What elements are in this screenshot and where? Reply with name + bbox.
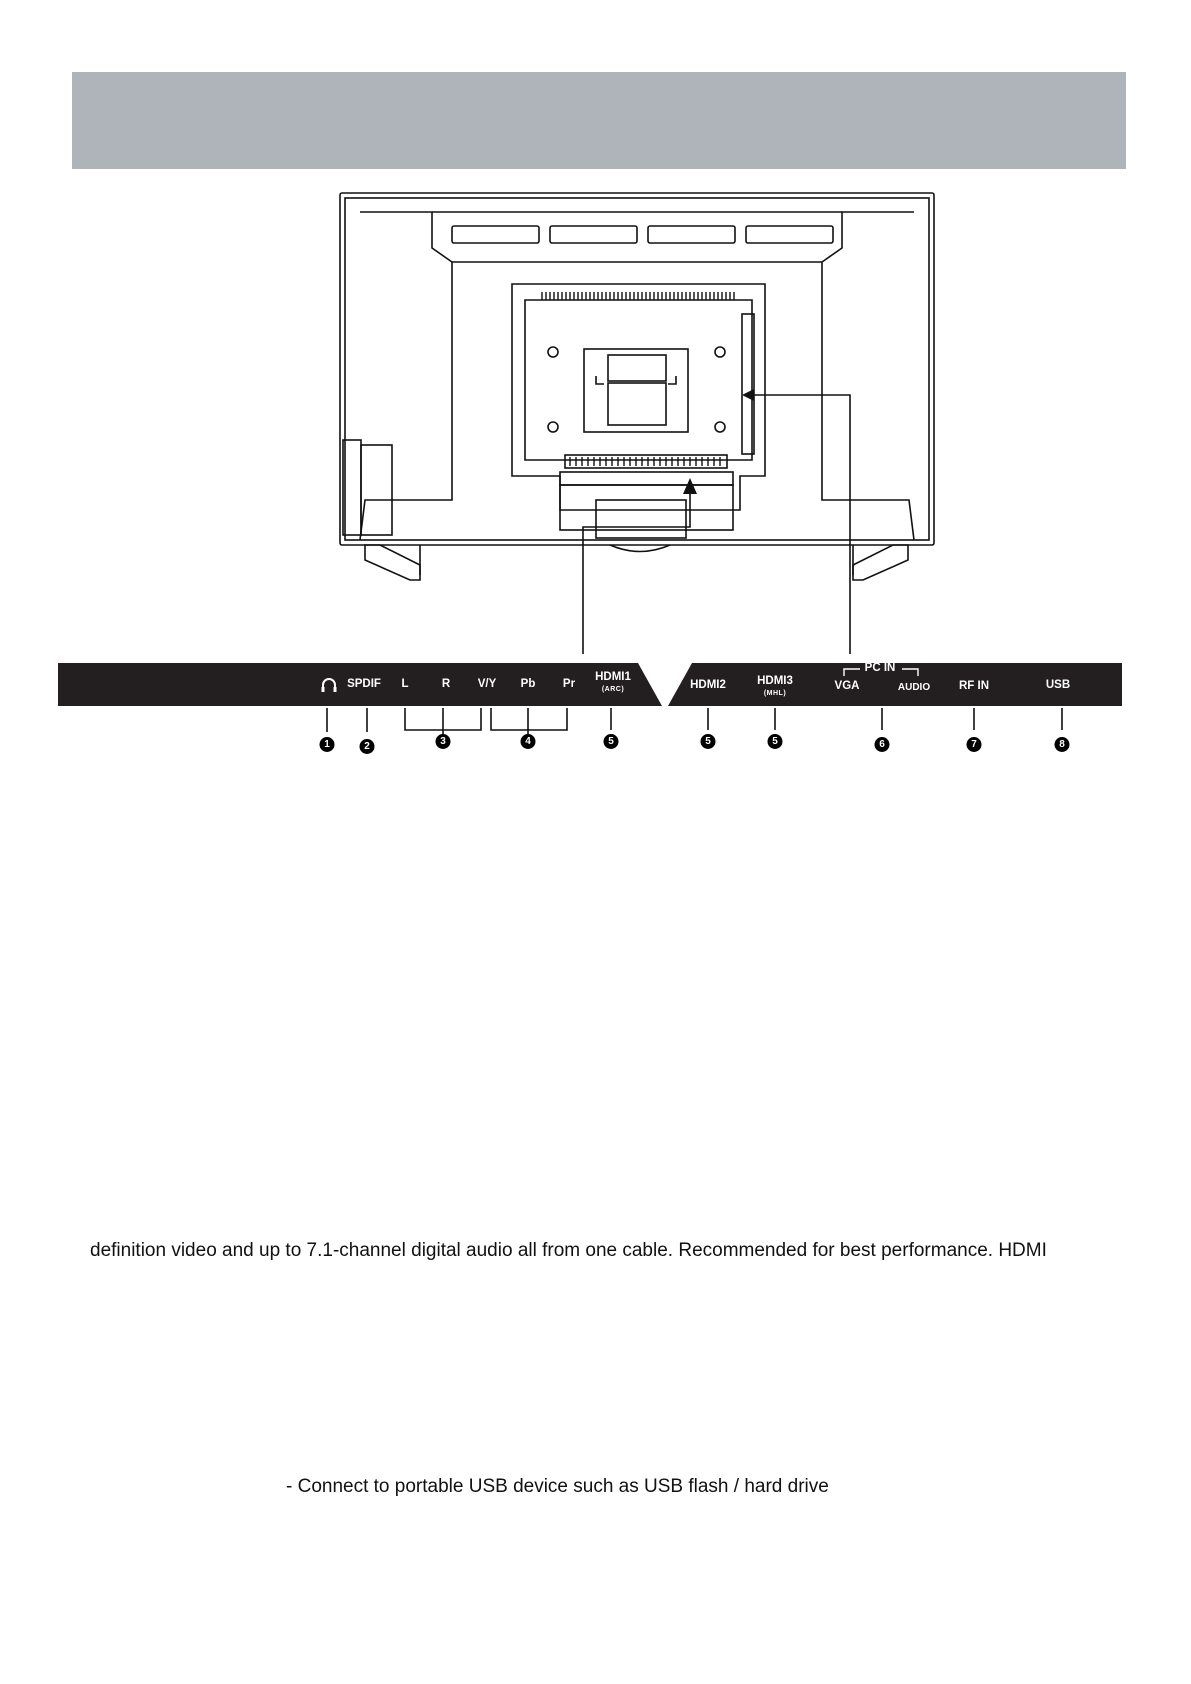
callout-6: 6 xyxy=(875,737,890,752)
callout-4: 4 xyxy=(521,734,536,749)
callout-7: 7 xyxy=(967,737,982,752)
audio-l-label: L xyxy=(401,678,409,690)
pr-label: Pr xyxy=(562,678,576,690)
pc-in-label: PC IN xyxy=(864,662,896,674)
callout-5b: 5 xyxy=(701,734,716,749)
callout-2: 2 xyxy=(360,739,375,754)
headphone-icon xyxy=(320,676,338,694)
callout-3: 3 xyxy=(436,734,451,749)
usb-description-line: - Connect to portable USB device such as USB flash / hard drive xyxy=(286,1476,829,1497)
hdmi-description-line: definition video and up to 7.1-channel digital audio all from one cable. Recommended for best performance. HDMI xyxy=(90,1240,1047,1261)
callout-5a: 5 xyxy=(604,734,619,749)
callout-5c: 5 xyxy=(768,734,783,749)
video-y-label: V/Y xyxy=(477,678,497,690)
pb-label: Pb xyxy=(520,678,536,690)
hdmi3-label: HDMI3 xyxy=(757,675,793,687)
usb-label: USB xyxy=(1045,679,1071,691)
callout-leaders xyxy=(0,700,1191,750)
audio-r-label: R xyxy=(441,678,451,690)
callout-1: 1 xyxy=(320,737,335,752)
hdmi3-mhl-label: (MHL) xyxy=(763,690,787,697)
rf-in-label: RF IN xyxy=(958,680,990,692)
vga-label: VGA xyxy=(834,680,860,692)
pc-audio-label: AUDIO xyxy=(897,682,931,693)
hdmi1-label: HDMI1 xyxy=(595,671,631,683)
spdif-label: SPDIF xyxy=(347,678,381,690)
callout-8: 8 xyxy=(1055,737,1070,752)
hdmi1-arc-label: (ARC) xyxy=(601,686,625,693)
tv-rear-diagram xyxy=(0,0,1191,660)
hdmi2-label: HDMI2 xyxy=(690,679,726,691)
